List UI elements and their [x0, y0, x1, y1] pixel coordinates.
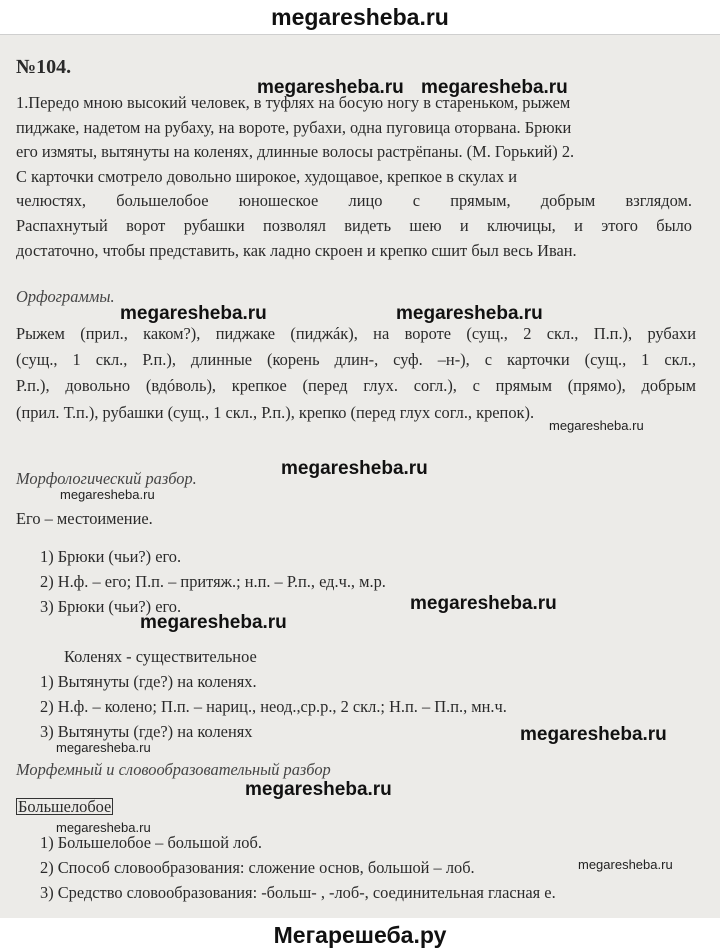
text-line: его измяты, вытянуты на коленях, длинные волосы растрёпаны. (М. Горький) 2.: [16, 142, 575, 162]
bottom-banner: [0, 918, 720, 952]
watermark-small: megaresheba.ru: [549, 418, 644, 433]
list-item: 3) Брюки (чьи?) его.: [40, 597, 182, 616]
exercise-text: [16, 91, 692, 263]
site-title-bottom[interactable]: Мегарешеба.ру: [273, 922, 447, 948]
ego-title: Его – местоимение.: [16, 509, 153, 528]
list-item: 2) Н.ф. – колено; П.п. – нариц., неод.,ср.р., 2 скл.; Н.п. – П.п., мн.ч.: [40, 697, 507, 716]
text-line: челюстях, большелобое юношеское лицо с прямым, добрым взглядом.: [16, 191, 692, 211]
watermark: megaresheba.ru: [245, 779, 392, 800]
section-heading-morph: Морфологический разбор.: [16, 469, 197, 488]
text-line: достаточно, чтобы представить, как ладно скроен и крепко сшит был весь Иван.: [16, 240, 577, 260]
watermark-small: megaresheba.ru: [60, 487, 155, 502]
list-item: 1) Большелобое – большой лоб.: [40, 833, 262, 852]
analyzed-word: [16, 797, 113, 817]
list-item: 3) Средство словообразования: -больш- , -лоб-, соединительная гласная е.: [40, 883, 556, 902]
orthograms-text: [16, 321, 696, 426]
kol-title: Коленях - существительное: [64, 647, 257, 666]
text-line: (сущ., 1 скл., Р.п.), длинные (корень длин-, суф. –н-), с карточки (сущ., 1 скл.,: [16, 350, 696, 370]
watermark: megaresheba.ru: [257, 77, 404, 98]
text-line: Р.п.), довольно (вдóволь), крепкое (перед глух. согл.), с прямым (прямо), добрым: [16, 376, 696, 396]
watermark: megaresheba.ru: [421, 77, 568, 98]
watermark: megaresheba.ru: [396, 303, 543, 324]
text-line: Распахнутый ворот рубашки позволял видеть шею и ключицы, и этого было: [16, 215, 692, 235]
exercise-number: №104.: [16, 56, 72, 78]
section-heading-orthograms: Орфограммы.: [16, 287, 115, 306]
site-title-top[interactable]: megaresheba.ru: [271, 4, 449, 30]
top-banner: [0, 0, 720, 34]
section-heading-morpheme: Морфемный и словообразовательный разбор: [16, 760, 331, 779]
text-line: Рыжем (прил., каком?), пиджаке (пиджáк), на вороте (сущ., 2 скл., П.п.), рубахи: [16, 324, 696, 343]
watermark-small: megaresheba.ru: [578, 857, 673, 872]
text-line: С карточки смотрело довольно широкое, худощавое, крепкое в скулах и: [16, 166, 517, 186]
morpheme-word-box: Большелобое: [18, 797, 112, 816]
text-line: (прил. Т.п.), рубашки (сущ., 1 скл., Р.п.), крепко (перед глух согл., крепок).: [16, 402, 535, 422]
watermark: megaresheba.ru: [520, 724, 667, 745]
text-line: 1.Передо мною высокий человек, в туфлях на босую ногу в стареньком, рыжем: [16, 93, 571, 112]
watermark: megaresheba.ru: [140, 612, 287, 633]
watermark-small: megaresheba.ru: [56, 820, 151, 835]
watermark-small: megaresheba.ru: [56, 740, 151, 755]
list-item: 1) Вытянуты (где?) на коленях.: [40, 672, 257, 691]
watermark: megaresheba.ru: [410, 593, 557, 614]
watermark: megaresheba.ru: [281, 458, 428, 479]
list-item: 2) Н.ф. – его; П.п. – притяж.; н.п. – Р.п., ед.ч., м.р.: [40, 572, 386, 591]
list-item: 3) Вытянуты (где?) на коленях: [40, 722, 253, 741]
list-item: 1) Брюки (чьи?) его.: [40, 547, 182, 566]
text-line: пиджаке, надетом на рубаху, на вороте, рубахи, одна пуговица оторвана. Брюки: [16, 117, 572, 137]
watermark: megaresheba.ru: [120, 303, 267, 324]
list-item: 2) Способ словообразования: сложение основ, большой – лоб.: [40, 858, 475, 877]
